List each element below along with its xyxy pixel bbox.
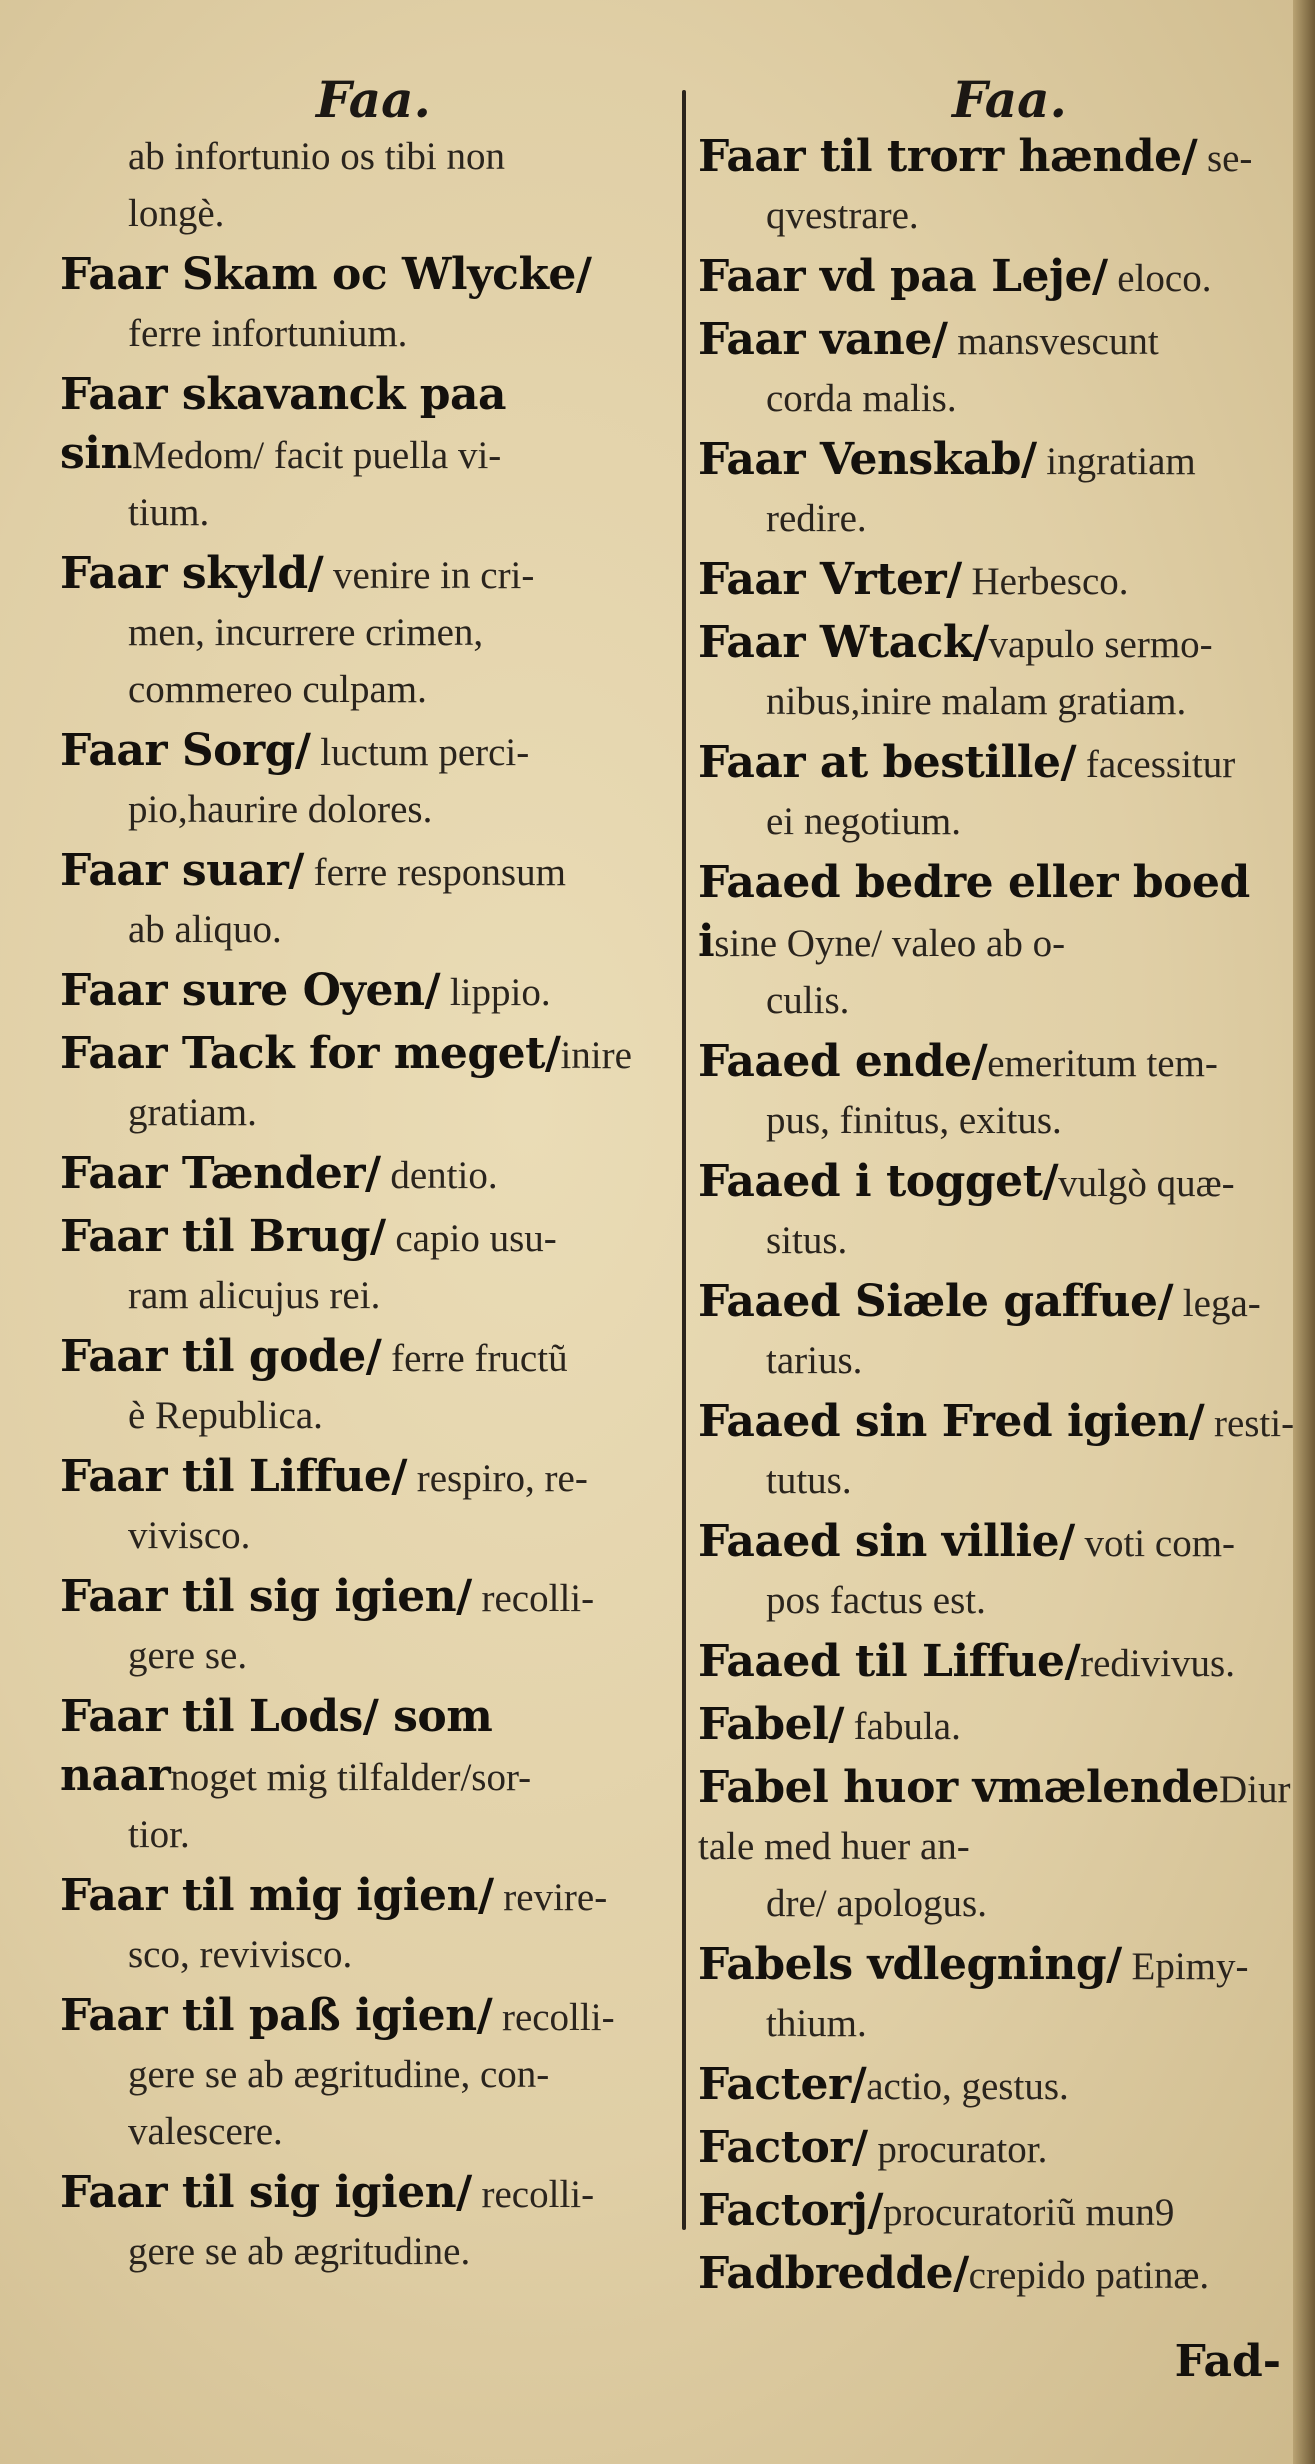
- entry-definition: crepido patinæ.: [968, 2254, 1210, 2297]
- entry-continuation-line: commereo culpam.: [128, 668, 427, 711]
- dictionary-entry: [698, 734, 1298, 850]
- entry-continuation-line: gere se.: [128, 1634, 248, 1677]
- entry-continuation-line: dre/ apologus.: [766, 1882, 987, 1925]
- entry-definition: inire: [560, 1034, 632, 1077]
- entry-first-line: [60, 722, 672, 781]
- entry-headword: Faaed til Liffue/: [698, 1636, 1081, 1687]
- entry-continuation-line: tium.: [128, 491, 210, 534]
- entry-first-line: [698, 854, 1298, 972]
- entry-first-line: [698, 1273, 1298, 1332]
- left-column: [60, 128, 672, 2284]
- entry-continuation-line: gere se ab ægritudine.: [128, 2230, 471, 2273]
- entry-headword: Faaed sin villie/: [698, 1516, 1075, 1567]
- entry-first-line: [60, 1448, 672, 1507]
- entry-headword: Faar vd paa Leje/: [698, 251, 1108, 302]
- dictionary-entry: [698, 248, 1298, 307]
- entry-headword: Faaed ende/: [698, 1036, 988, 1087]
- entry-first-line: [698, 2119, 1298, 2178]
- entry-definition: procuratoriũ mun9: [882, 2191, 1175, 2234]
- entry-definition: actio, gestus.: [866, 2065, 1069, 2108]
- entry-first-line: [60, 842, 672, 901]
- dictionary-entry: [698, 1273, 1298, 1389]
- dictionary-entry: [698, 1633, 1298, 1692]
- entry-headword: Faar til trorr hænde/: [698, 131, 1198, 182]
- entry-continuation-line: longè.: [128, 192, 225, 235]
- dictionary-entry: [60, 1987, 672, 2160]
- entry-continuation-line: ab aliquo.: [128, 908, 282, 951]
- entry-headword: Faaed bedre eller boed i: [698, 857, 1250, 967]
- entry-headword: Faar Wtack/: [698, 617, 989, 668]
- entry-first-line: [698, 1033, 1298, 1092]
- dictionary-entry: [60, 1328, 672, 1444]
- entry-headword: Factor/: [698, 2122, 868, 2173]
- entry-first-line: [60, 1328, 672, 1387]
- dictionary-entry: [60, 1145, 672, 1204]
- entry-first-line: [698, 734, 1298, 793]
- entry-definition: se-: [1197, 137, 1253, 180]
- entry-first-line: [60, 545, 672, 604]
- entry-first-line: [698, 248, 1298, 307]
- entry-definition: procurator.: [867, 2128, 1048, 2171]
- entry-definition: ingratiam: [1036, 440, 1196, 483]
- entry-definition: lippio.: [440, 971, 551, 1014]
- entry-continuation-line: ferre infortunium.: [128, 312, 408, 355]
- entry-continuation-line: gere se ab ægritudine, con-: [128, 2053, 550, 2096]
- entry-definition: emeritum tem-: [987, 1042, 1218, 1085]
- dictionary-entry: [60, 1867, 672, 1983]
- entry-headword: Faar skavanck paa sin: [60, 369, 507, 479]
- entry-definition: vapulo sermo-: [988, 623, 1213, 666]
- entry-continuation-line: tarius.: [766, 1339, 863, 1382]
- dictionary-entry: [698, 311, 1298, 427]
- entry-continuation-line: ei negotium.: [766, 800, 961, 843]
- dictionary-entry: [698, 2245, 1298, 2304]
- entry-headword: Faar til Liffue/: [60, 1451, 407, 1502]
- dictionary-entry: [698, 2056, 1298, 2115]
- entry-first-line: [60, 2164, 672, 2223]
- entry-first-line: [698, 1696, 1298, 1755]
- entry-headword: Faar Sorg/: [60, 725, 311, 776]
- entry-continuation-line: è Republica.: [128, 1394, 323, 1437]
- entry-headword: Faar Tænder/: [60, 1148, 381, 1199]
- entry-headword: Faar til gode/: [60, 1331, 382, 1382]
- entry-headword: Faaed i togget/: [698, 1156, 1059, 1207]
- entry-definition: venire in cri-: [323, 554, 535, 597]
- column-divider: [682, 90, 686, 2230]
- entry-continuation-line: pio,haurire dolores.: [128, 788, 433, 831]
- entry-headword: Factorj/: [698, 2185, 883, 2236]
- entry-definition: dentio.: [380, 1154, 498, 1197]
- running-head-right: Faa.: [952, 70, 1067, 129]
- dictionary-entry: [60, 1448, 672, 1564]
- dictionary-entry: [698, 1153, 1298, 1269]
- entry-continuation-line: pus, finitus, exitus.: [766, 1099, 1062, 1142]
- entry-definition: lega-: [1173, 1282, 1261, 1325]
- entry-continuation-line: vivisco.: [128, 1514, 251, 1557]
- entry-continuation-line: situs.: [766, 1219, 848, 1262]
- entry-continuation-line: tior.: [128, 1813, 190, 1856]
- entry-definition: recolli-: [492, 1996, 615, 2039]
- entry-definition: voti com-: [1074, 1522, 1236, 1565]
- entry-definition: luctum perci-: [310, 731, 530, 774]
- dictionary-entry: [60, 962, 672, 1021]
- entry-definition: Epimy-: [1121, 1945, 1249, 1988]
- entry-definition: recolli-: [471, 1577, 595, 1620]
- entry-definition: Herbesco.: [961, 560, 1129, 603]
- entry-definition: resti-: [1204, 1402, 1295, 1445]
- entry-definition: redivivus.: [1080, 1642, 1235, 1685]
- entry-headword: Fabels vdlegning/: [698, 1939, 1122, 1990]
- entry-first-line: [698, 614, 1298, 673]
- entry-definition: noget mig tilfalder/sor-: [170, 1756, 532, 1799]
- entry-headword: Faar til mig igien/: [60, 1870, 494, 1921]
- entry-headword: Faar Venskab/: [698, 434, 1037, 485]
- entry-definition: fabula.: [843, 1705, 961, 1748]
- entry-first-line: [60, 1568, 672, 1627]
- entry-continuation-line: valescere.: [128, 2110, 283, 2153]
- entry-first-line: [698, 1936, 1298, 1995]
- entry-headword: Faar suar/: [60, 845, 304, 896]
- dictionary-entry: [60, 1208, 672, 1324]
- entry-continuation-line: tutus.: [766, 1459, 852, 1502]
- dictionary-entry: [60, 545, 672, 718]
- entry-headword: Faar skyld/: [60, 548, 324, 599]
- entry-headword: Faar til paß igien/: [60, 1990, 493, 2041]
- dictionary-entry: [698, 1033, 1298, 1149]
- entry-first-line: [698, 2182, 1298, 2241]
- entry-first-line: [60, 1208, 672, 1267]
- dictionary-entry: [698, 551, 1298, 610]
- entry-definition: facessitur: [1076, 743, 1236, 786]
- entry-definition: Medom/ facit puella vi-: [131, 434, 502, 477]
- entry-first-line: [60, 1987, 672, 2046]
- entry-first-line: [60, 962, 672, 1021]
- catchword: Fad-: [1174, 2336, 1281, 2387]
- entry-continuation-line: qvestrare.: [766, 194, 919, 237]
- dictionary-entry: [698, 2182, 1298, 2241]
- entry-definition: mansvescunt: [947, 320, 1159, 363]
- entry-headword: Facter/: [698, 2059, 867, 2110]
- dictionary-entry: [698, 2119, 1298, 2178]
- entry-headword: Faar til Lods/ som naar: [60, 1691, 493, 1801]
- entry-definition: recolli-: [471, 2173, 595, 2216]
- entry-headword: Faaed sin Fred igien/: [698, 1396, 1205, 1447]
- dictionary-entry: [60, 246, 672, 362]
- dictionary-entry: [698, 1393, 1298, 1509]
- entry-definition: ab infortunio os tibi non: [128, 135, 505, 178]
- dictionary-entry: [698, 1513, 1298, 1629]
- entry-first-line: [698, 1513, 1298, 1572]
- entry-first-line: [698, 431, 1298, 490]
- entry-first-line: [60, 366, 672, 484]
- entry-first-line: [698, 311, 1298, 370]
- dictionary-entry: [698, 128, 1298, 244]
- entry-headword: Faar Vrter/: [698, 554, 962, 605]
- running-head-left: Faa.: [316, 70, 431, 129]
- dictionary-entry: [698, 1696, 1298, 1755]
- entry-continuation-line: pos factus est.: [766, 1579, 986, 1622]
- entry-definition: revire-: [493, 1876, 608, 1919]
- entry-continuation-line: corda malis.: [766, 377, 957, 420]
- entry-headword: Faaed Siæle gaffue/: [698, 1276, 1174, 1327]
- entry-definition: respiro, re-: [407, 1457, 588, 1500]
- entry-first-line: [698, 2056, 1298, 2115]
- entry-definition: capio usu-: [385, 1217, 557, 1260]
- dictionary-entry: [60, 366, 672, 541]
- entry-continuation-line: nibus,inire malam gratiam.: [766, 680, 1187, 723]
- right-column: [698, 128, 1298, 2308]
- entry-definition: Diur tale med huer an-: [698, 1768, 1291, 1868]
- entry-headword: Faar til sig igien/: [60, 1571, 472, 1622]
- entry-continuation-line: culis.: [766, 979, 850, 1022]
- dictionary-entry: [60, 722, 672, 838]
- entry-first-line: [60, 128, 672, 185]
- entry-continuation-line: thium.: [766, 2002, 867, 2045]
- entry-definition: ferre fructũ: [381, 1337, 568, 1380]
- entry-continuation-line: ram alicujus rei.: [128, 1274, 381, 1317]
- entry-first-line: [698, 1153, 1298, 1212]
- dictionary-entry: [60, 128, 672, 242]
- dictionary-entry: [60, 842, 672, 958]
- entry-headword: Faar vane/: [698, 314, 948, 365]
- dictionary-entry: [60, 1688, 672, 1863]
- entry-first-line: [698, 1633, 1298, 1692]
- entry-headword: Faar Tack for meget/: [60, 1028, 561, 1079]
- entry-definition: eloco.: [1107, 257, 1212, 300]
- entry-first-line: [60, 246, 672, 305]
- dictionary-entry: [698, 1759, 1298, 1932]
- entry-headword: Faar til sig igien/: [60, 2167, 472, 2218]
- entry-continuation-line: sco, revivisco.: [128, 1933, 353, 1976]
- entry-first-line: [698, 2245, 1298, 2304]
- entry-headword: Fabel/: [698, 1699, 844, 1750]
- entry-first-line: [698, 1759, 1298, 1875]
- entry-first-line: [60, 1145, 672, 1204]
- entry-continuation-line: redire.: [766, 497, 867, 540]
- entry-first-line: [698, 128, 1298, 187]
- entry-headword: Fabel huor vmælende: [698, 1762, 1219, 1813]
- dictionary-entry: [60, 2164, 672, 2280]
- entry-headword: Faar sure Oyen/: [60, 965, 441, 1016]
- entry-first-line: [698, 1393, 1298, 1452]
- dictionary-entry: [698, 854, 1298, 1029]
- entry-continuation-line: men, incurrere crimen,: [128, 611, 484, 654]
- dictionary-entry: [698, 431, 1298, 547]
- dictionary-entry: [698, 1936, 1298, 2052]
- entry-headword: Faar Skam oc Wlycke/: [60, 249, 592, 300]
- entry-headword: Faar at bestille/: [698, 737, 1077, 788]
- dictionary-entry: [60, 1568, 672, 1684]
- entry-definition: ferre responsum: [303, 851, 566, 894]
- entry-headword: Faar til Brug/: [60, 1211, 386, 1262]
- entry-first-line: [698, 551, 1298, 610]
- dictionary-entry: [698, 614, 1298, 730]
- entry-definition: sine Oyne/ valeo ab o-: [714, 922, 1066, 965]
- entry-first-line: [60, 1688, 672, 1806]
- entry-first-line: [60, 1867, 672, 1926]
- dictionary-entry: [60, 1025, 672, 1141]
- entry-first-line: [60, 1025, 672, 1084]
- entry-continuation-line: gratiam.: [128, 1091, 257, 1134]
- entry-headword: Fadbredde/: [698, 2248, 969, 2299]
- entry-definition: vulgò quæ-: [1058, 1162, 1235, 1205]
